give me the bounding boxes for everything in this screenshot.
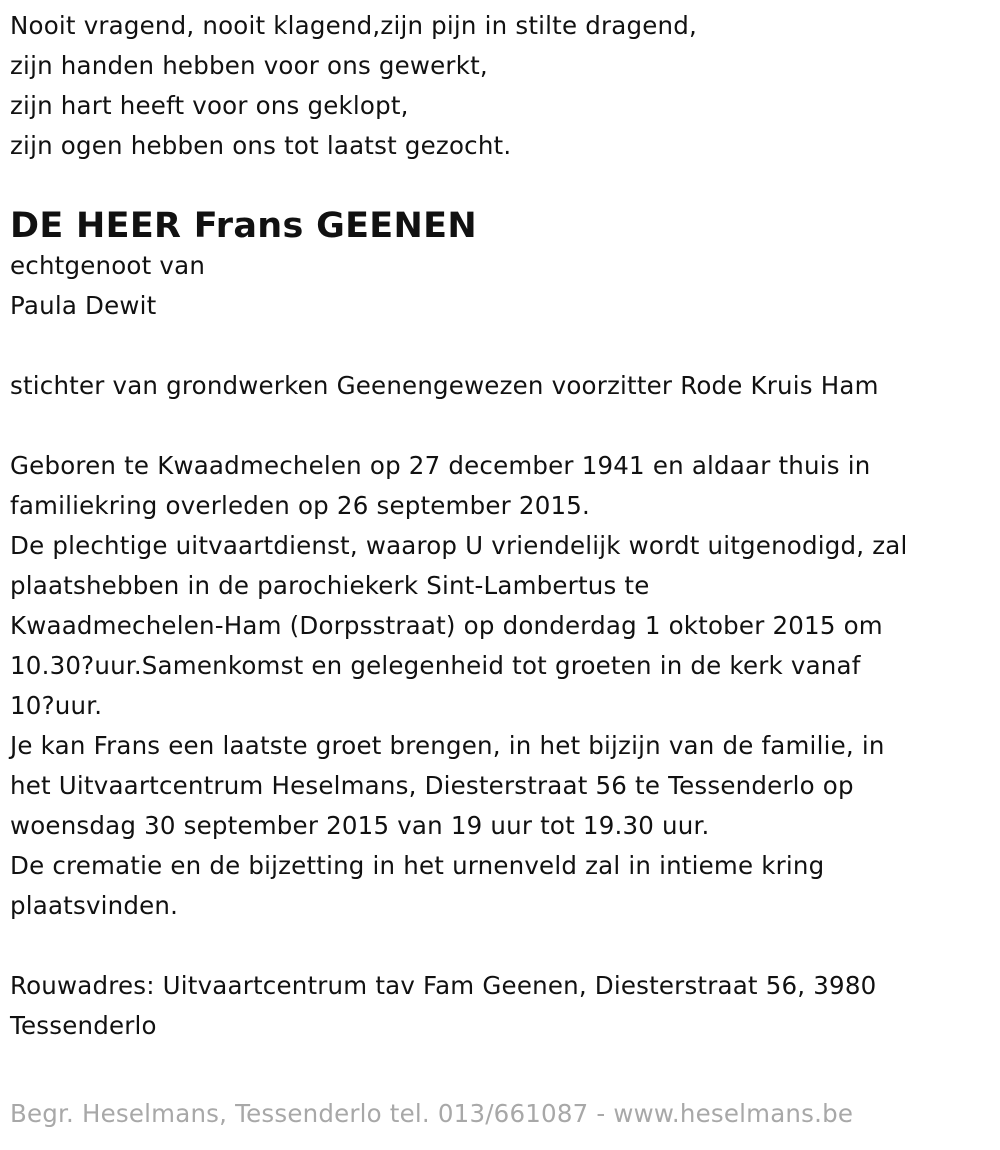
deceased-name: DE HEER Frans GEENEN	[10, 206, 477, 246]
mourning-address	[10, 966, 1000, 1046]
announcement-line: familiekring overleden op 26 september 2015.	[10, 491, 591, 520]
announcement-line: plaatsvinden.	[10, 891, 179, 920]
spouse-label: echtgenoot van	[10, 251, 206, 280]
announcement-line: het Uitvaartcentrum Heselmans, Diesterstraat 56 te Tessenderlo op	[10, 771, 854, 800]
spouse-name: Paula Dewit	[10, 291, 157, 320]
poem-line: zijn handen hebben voor ons gewerkt,	[10, 51, 488, 80]
announcement-line: woensdag 30 september 2015 van 19 uur tot 19.30 uur.	[10, 811, 710, 840]
funeral-home-footer: Begr. Heselmans, Tessenderlo tel. 013/661087 - www.heselmans.be	[10, 1099, 854, 1128]
spacer	[10, 406, 1000, 446]
poem-line: zijn ogen hebben ons tot laatst gezocht.	[10, 131, 512, 160]
poem	[10, 6, 1000, 166]
poem-line: zijn hart heeft voor ons geklopt,	[10, 91, 409, 120]
announcement-line: De plechtige uitvaartdienst, waarop U vriendelijk wordt uitgenodigd, zal	[10, 531, 908, 560]
spacer	[10, 326, 1000, 366]
announcement-text	[10, 446, 1000, 926]
announcement-line: plaatshebben in de parochiekerk Sint-Lambertus te	[10, 571, 650, 600]
announcement-line: Kwaadmechelen-Ham (Dorpsstraat) op donderdag 1 oktober 2015 om	[10, 611, 883, 640]
spacer	[10, 926, 1000, 966]
announcement-line: Geboren te Kwaadmechelen op 27 december 1941 en aldaar thuis in	[10, 451, 871, 480]
spacer	[10, 166, 1000, 206]
address-line: Rouwadres: Uitvaartcentrum tav Fam Geenen, Diesterstraat 56, 3980	[10, 971, 877, 1000]
announcement-line: Je kan Frans een laatste groet brengen, in het bijzijn van de familie, in	[10, 731, 885, 760]
address-line: Tessenderlo	[10, 1011, 157, 1040]
announcement-line: 10.30?uur.Samenkomst en gelegenheid tot groeten in de kerk vanaf	[10, 651, 861, 680]
announcement-line: 10?uur.	[10, 691, 103, 720]
announcement-line: De crematie en de bijzetting in het urnenveld zal in intieme kring	[10, 851, 825, 880]
poem-line: Nooit vragend, nooit klagend,zijn pijn in stilte dragend,	[10, 11, 697, 40]
deceased-description: stichter van grondwerken Geenengewezen voorzitter Rode Kruis Ham	[10, 371, 879, 400]
